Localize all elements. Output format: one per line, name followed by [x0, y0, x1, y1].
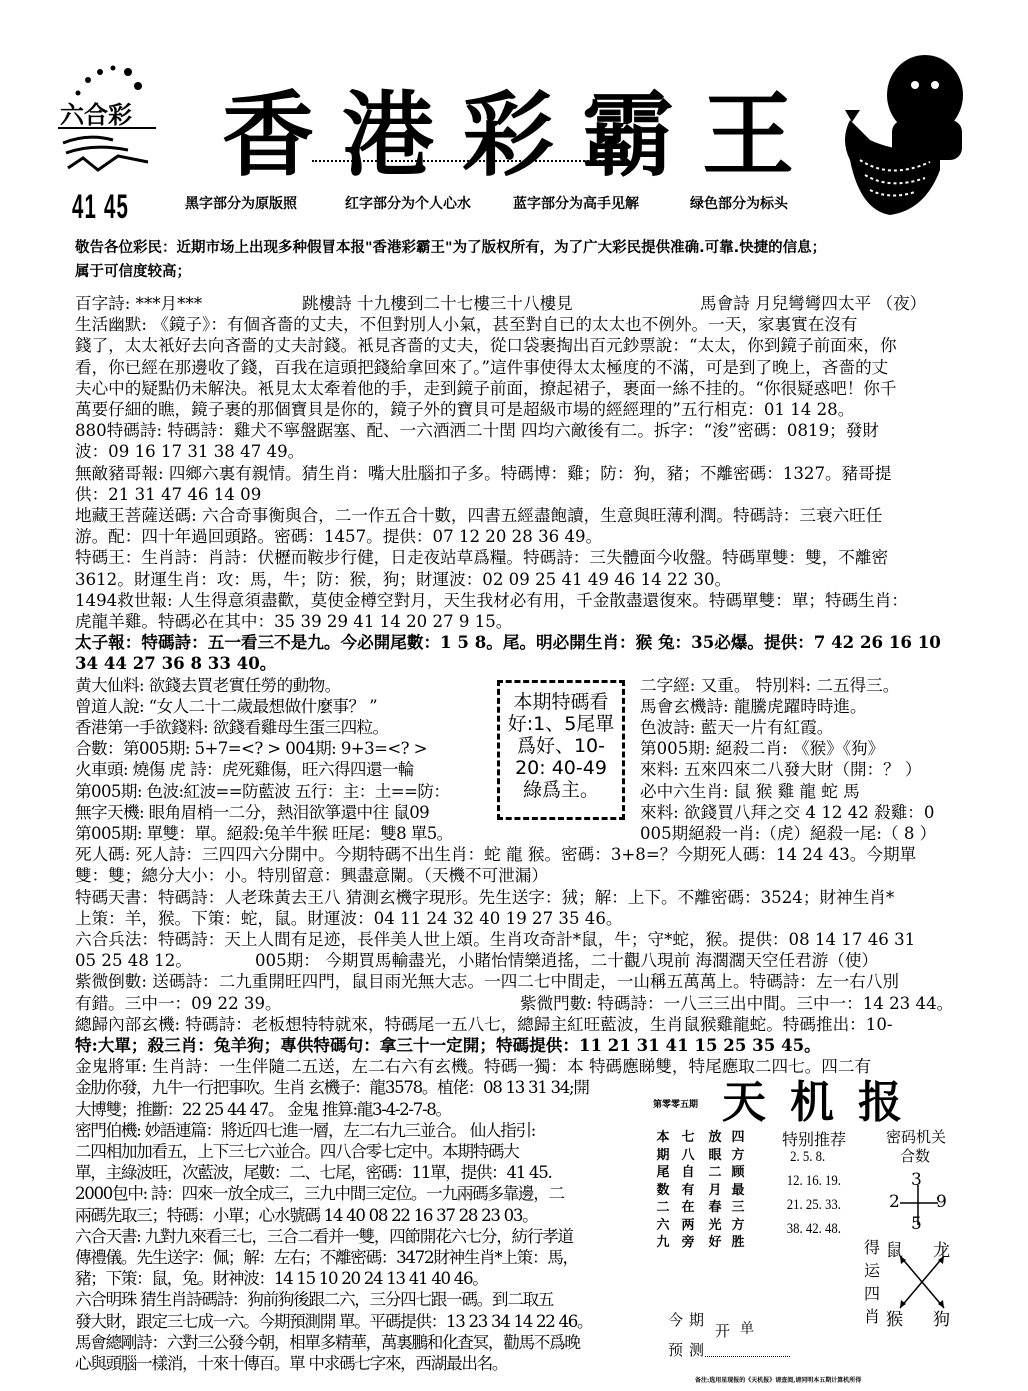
text-line: 馬會總剛詩：六對三公發今朝，相單多精華，萬裏鵬和化査冥，勸馬不爲晚 — [75, 1332, 580, 1352]
text-line: 六合天書: 九對九來看三七，三合二看并一雙，四節開花六七分，紡行孝道 — [75, 1226, 573, 1246]
tiaolou-poem: 跳樓詩 十九樓到二十七樓三十八樓見 — [302, 294, 573, 313]
text-line: 總歸內部玄機: 特碼詩：老板想特特就來，特碼尾一五八七，總歸主紅旺藍波，生肖鼠猴雞龍蛇。特碼推出：10- — [75, 1014, 893, 1034]
tip-line: 20: 40-49 — [515, 757, 607, 779]
poem-column: 七八自有在两旁 — [681, 1130, 695, 1250]
text-line-extra: 005期： 今期買馬輸盡光，小賭怡情樂逍搖，二十觀八現前 海濶濶天空任君游（使） — [255, 951, 879, 971]
text-line: 特:大單；殺三肖：兔羊狗；專供特碼句：拿三十一定開；特碼提供：11 21 31 41 15 25 35 45。 — [75, 1035, 821, 1055]
tip-line: 本期特碼看 — [513, 691, 609, 713]
text-line: 地藏王菩薩送碼: 六合奇事衡與合，二一作五合十數，四書五經盡飽讀，生意與旺薄利潤。特碼詩：三衰六旺任 — [75, 506, 883, 525]
text-line: 特碼王：生肖詩：肖詩：伏櫪而鞍步行健，日走夜站草爲糧。特碼詩：三失體面今收盤。特碼單雙：雙，不離密 — [75, 548, 889, 568]
text-line: 二四相加加看五，上下三七六並合。四八合零七定中。本期特碼大 — [75, 1142, 519, 1161]
text-line: 上策：羊，猴。下策：蛇，鼠。財運波：04 11 24 32 40 19 27 35 46。 — [75, 908, 623, 928]
text-line: 3612。財運生肖：攻：馬，牛；防：猴，狗；財運波：02 09 25 41 49 46 14 22 30。 — [75, 569, 732, 589]
special-tip-box — [497, 680, 625, 820]
zodiac-rat: 鼠 — [886, 1241, 903, 1261]
forecast-result: 单 — [740, 1321, 754, 1337]
left-column-line: 香港第一手欲錢料: 欲錢看雞母生蛋三四粒。 — [75, 718, 389, 737]
recommend-row: 21. 25. 33. — [786, 1197, 841, 1213]
text-line: 880特碼詩: 特碼詩：雞犬不寧盤踞塞、配、一六酒洒二十閏 四均六敵後有二。拆字：“浚”密碼：0819；發財 — [75, 421, 879, 441]
forecast-open: 开 — [715, 1322, 731, 1340]
right-column-line: 色波詩: 藍天一片有紅霞。 — [640, 718, 834, 737]
text-line: 金鬼將軍: 生肖詩：一生伴隨二五送，左二右六有玄機。特碼一獨：本 特碼應睇雙，特尾應取二四七。四二有 — [75, 1057, 872, 1077]
forecast-label: 今期 — [668, 1311, 711, 1329]
text-line: 太子報：特碼詩：五一看三不是九。今必開尾數：1 5 8。尾。明必開生肖：猴 兔：35必爆。提供：7 42 26 16 10 — [75, 632, 941, 653]
text-line: 六合明珠 猜生肖詩碼詩：狗前狗後跟二六，三分四七跟一碼。到二取五 — [75, 1290, 554, 1310]
left-column-line: 無字天機: 眼角眉梢一二分，熱泪欲箏還中往 鼠09 — [75, 802, 430, 822]
mascot-illustration — [830, 50, 970, 220]
text-line: 兩碼先取三；特碼：小單；心水號碼 14 40 08 22 16 37 28 23 03。 — [75, 1205, 538, 1225]
footnote: 备注:选用星现报的《天机报》请查阅,请同明本五期计算机所得 — [695, 1377, 862, 1384]
code-title: 密码机关 — [886, 1128, 947, 1146]
text-line: 大博雙；推斷：22 25 44 47。 金鬼 推算:龍3-4-2-7-8。 — [75, 1099, 451, 1119]
text-line: 發大財，跟定三七成一六。今期預測開 單。平碼提供：13 23 34 14 22 46。 — [75, 1311, 593, 1331]
forecast-underline — [705, 1356, 790, 1357]
text-line: 密門伯機: 妙語連篇：將近四七進一層，左二右九三並合。 仙人指引: — [75, 1120, 536, 1140]
text-line: 2000包中: 詩：四來一放全成三，三九中間三定位。一九兩碼多靠邊，二 — [75, 1184, 564, 1204]
notice-line: 敬告各位彩民：近期市场上出现多种假冒本报"香港彩霸王"为了版权所有，为了广大彩民提供准确.可靠.快捷的信息； — [75, 240, 827, 256]
lucky-x-arrows — [892, 1252, 952, 1312]
code-subtitle: 合数 — [900, 1147, 931, 1165]
masthead-title: 香港彩霸王 — [222, 81, 823, 189]
poem-column: 四方顾最三方胜 — [731, 1130, 745, 1250]
forecast-label: 预测 — [668, 1341, 711, 1359]
left-column-line: 第005期: 單雙：單。絕殺:兔羊牛猴 旺尾：雙8 單5。 — [75, 824, 453, 843]
legend-red: 红字部分为个人心水 — [345, 196, 471, 212]
text-line: 六合兵法：特碼詩：天上人間有足迹，長伴美人世上頌。生肖攻奇計*鼠，牛；守*蛇，猴。提供：08 14 17 46 31 — [75, 930, 916, 949]
text-line: 虎龍羊雞。特碼必在其中：35 39 29 41 14 20 27 9 15。 — [75, 612, 513, 631]
liuhecai-logo — [58, 58, 158, 178]
text-line: 心與頭腦一樣消，十來十傳百。單 中求碼七字來，西湖最出名。 — [75, 1354, 508, 1373]
right-column-line: 二字經: 又重。 特別料: 二五得三。 — [640, 675, 900, 695]
tip-line: 爲好、10- — [516, 735, 606, 757]
poem-column: 本期尾数二六九 — [656, 1130, 670, 1250]
legend-green: 绿色部分为标头 — [690, 196, 788, 212]
right-column-line: 第005期: 絕殺二肖: 《猴》《狗》 — [640, 739, 885, 759]
left-column-line: 黄大仙料: 欲錢去買老實任勞的動物。 — [75, 675, 341, 695]
text-line: 錢了，太太衹好去向吝嗇的丈夫討錢。衹見吝嗇的丈夫，從口袋裹掏出百元鈔票說：“太太，你到鏡子前面來，你 — [75, 336, 897, 356]
notice-line: 属于可信度较高； — [75, 264, 191, 280]
legend-black: 黑字部分为原版照 — [185, 196, 297, 212]
zodiac-dragon: 龙 — [933, 1241, 950, 1261]
text-line: 夫心中的疑點仍未解決。衹見太太牽着他的手，走到鏡子前面，撩起裙子，裹面一絲不挂的。“你很疑惑吧！你千 — [75, 378, 897, 398]
text-line: 看，你已經在那邊收了錢，百我在這頭把錢給拿回來了。”這件事使得太太極度的不滿，可是到了晚上，吝嗇的丈 — [75, 357, 889, 377]
text-line: 生活幽默: 《鏡子》：有個吝嗇的丈夫，不但對別人小氣，甚至對自已的太太也不例外。一天，家裏實在沒有 — [75, 315, 858, 335]
zodiac-dog: 狗 — [933, 1310, 950, 1330]
cross-bottom: 5 — [911, 1214, 922, 1234]
text-line: 雙：雙；總分大小：小。特別留意：興盡意闌。（天機不可泄漏） — [75, 866, 548, 886]
poem-column: 放眼二月春光好 — [708, 1130, 722, 1250]
issue-numbers: 41 45 — [72, 188, 130, 226]
title-underline — [312, 160, 612, 162]
tip-line: 綠爲主。 — [522, 779, 599, 801]
right-column-line: 005期絕殺一肖:（虎）絕殺一尾:（ 8 ） — [640, 824, 937, 843]
text-line: 豬；下策：鼠，兔。財神波：14 15 10 20 24 13 41 40 46。 — [75, 1269, 488, 1289]
tip-line: 好:1、5尾單 — [507, 713, 615, 735]
left-column-line: 火車頭: 燒傷 虎 詩：虎死雞傷，旺六得四還一輪 — [75, 760, 414, 780]
text-line: 游。配：四十年過回頭路。密碼：1457。提供：07 12 20 28 36 49。 — [75, 527, 603, 547]
recommend-row: 2. 5. 8. — [790, 1149, 826, 1165]
text-line: 萬要仔細的瞧，鏡子裹的那個寶貝是你的，鏡子外的寶貝可是超級市場的經經理的”五行相克：01 14 28。 — [75, 400, 855, 419]
right-column-line: 必中六生肖: 鼠 猴 雞 龍 蛇 馬 — [640, 781, 860, 801]
recommend-title: 特别推荐 — [782, 1130, 847, 1149]
text-line-extra: 紫微門數: 特碼詩：一八三三出中間。三中一：14 23 44。 — [520, 993, 954, 1013]
cross-left: 2 — [889, 1192, 900, 1212]
text-line: 特碼天書：特碼詩：人老珠黃去王八 猜測玄機字現形。先生送字：狨；解：上下。不離密碼：3524；財神生肖* — [75, 887, 895, 907]
right-column-line: 來料: 五來四來二八發大財（開：？ ） — [640, 760, 922, 780]
left-column-line: 合數：第005期: 5+7=<? > 004期: 9+3=<? > — [75, 739, 427, 759]
lucky-label: 得运四肖 — [864, 1238, 881, 1326]
right-column-line: 來料: 欲錢買八拜之交 4 12 42 殺雞：0 — [640, 802, 935, 822]
text-line: 1494救世報: 人生得意須盡歡，莫使金樽空對月，天生我材必有用，千金散盡還復來。特碼單雙：單；特碼生肖： — [75, 590, 908, 610]
text-line: 05 25 48 12。 — [75, 951, 192, 971]
right-column-line: 馬會玄機詩: 龍騰虎躍時時進。 — [640, 696, 867, 716]
text-line: 金肋你發，九牛一行把事吹。生肖 玄機子：龍3578。植佬：08 13 31 34;開 — [75, 1078, 589, 1098]
text-line: 傳禮儀。先生送字：佩；解：左右；不離密碼：3472財神生肖*上策：馬， — [75, 1248, 578, 1267]
left-column-line: 第005期: 色波:紅波==防藍波 五行：主：土==防： — [75, 781, 450, 801]
zodiac-monkey: 猴 — [886, 1310, 903, 1330]
recommend-row: 38. 42. 48. — [786, 1221, 841, 1237]
text-line: 有錯。三中一：09 22 39。 — [75, 993, 282, 1013]
cross-right: 9 — [936, 1192, 947, 1212]
tianji-title: 天机报 — [722, 1077, 926, 1128]
tianji-issue: 第零零五期 — [653, 1100, 699, 1110]
text-line: 無敵豬哥報: 四鄉六裏有親情。猜生肖：嘴大肚腦扣子多。特碼博：雞；防：狗，豬；不離密碼：1327。豬哥提 — [75, 463, 892, 483]
recommend-row: 12. 16. 19. — [786, 1173, 841, 1189]
left-column-line: 曾道人說: “女人二十二歲最想做什麼事？ ” — [75, 696, 377, 716]
text-line: 單，主綠波旺，次藍波，尾數：二、七尾，密碼：11單，提供：41 45. — [75, 1163, 552, 1183]
text-line: 34 44 27 36 8 33 40。 — [75, 653, 277, 674]
text-line: 死人碼: 死人詩：三四四六分開中。今期特碼不出生肖：蛇 龍 猴。密碼：3+8=？今期死人碼：14 24 43。今期單 — [75, 845, 917, 865]
cross-top: 3 — [911, 1170, 922, 1190]
text-line: 波：09 16 17 31 38 47 49。 — [75, 442, 305, 462]
mahui-poem: 馬會詩 月兒彎彎四太平 （夜） — [700, 294, 927, 313]
text-line: 供：21 31 47 46 14 09 — [75, 484, 262, 504]
baizi-poem: 百字詩: ***月*** — [75, 294, 203, 313]
legend-blue: 蓝字部分为高手见解 — [513, 196, 639, 212]
svg-text:六合彩: 六合彩 — [60, 101, 132, 129]
text-line: 紫微倒數: 送碼詩：二九重開旺四門，鼠目雨光無大志。一四二七中間走，一山稱五萬萬上。特碼詩：左一右八別 — [75, 972, 899, 992]
